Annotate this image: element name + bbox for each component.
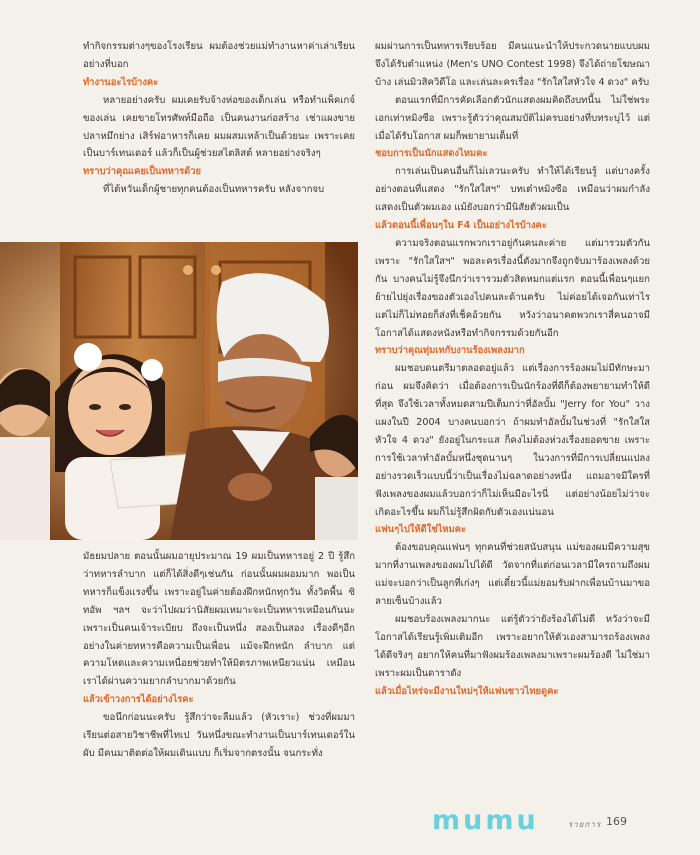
paragraph: มัธยมปลาย ตอนนั้นผมอายุประมาณ 19 ผมเป็นทหารอยู่ 2 ปี รู้สึกว่าทหารลำบาก แต่ก็ได้สิ่งดีๆเช่นกัน ก่อนนั้นผมผอมมาก พอเป็นทหารก็แข็งแรงขึ้น เพราะอยู่ในค่ายต้องฝึกหนักทุกวัน ทั้งวิดพื้น ซิทอัพ ฯลฯ จะว่าไปผมว่านิสัยผมเหมาะจะเป็นทหารเหมือนกันนะ เพราะเป็นคนเจ้าระเบียบ ถึงจะเป็นหนึ่ง สองเป็นสอง เรื่องดีๆอีกอย่างในค่ายทหารคือความเป็นเพื่อน แม้จะฝึกหนัก ลำบาก แต่ความโหดและความเหนื่อยช่วยทำให้มิตรภาพเหนียวแน่น เหมือนเราได้ผ่านความยากลำบากมาด้วยกัน [83, 551, 355, 688]
paragraph: ตอนแรกที่มีการคัดเลือกตัวนักแสดงผมคิดถึงบทนี้น ไม่ใช่พระเอกเท่าหมิงซือ เพราะรู้ตัวว่าคุณสมบัติไม่ครบอย่างที่บทระบุไว้ แต่เมื่อได้รับโอกาส ผมก็พยายามเต็มที่ [375, 94, 650, 142]
question-heading: ชอบการเป็นนักแสดงไหมคะ [375, 148, 488, 160]
interview-photo [0, 242, 358, 540]
paragraph: การเล่นเป็นคนอื่นก็ไม่เลวนะครับ ทำให้ได้เรียนรู้ แต่บางครั้งอย่างตอนที่แสดง "รักใสใสฯ" บทเต๋าหมิงซือ เหมือนว่าผมกำลังแสดงเป็นตัวผมเอง แม้ยังบอกว่ามีนิสัยตัวผมเป็น [375, 166, 650, 214]
question-heading: ทราบว่าคุณเคยเป็นทหารด้วย [83, 166, 201, 178]
question-heading: แล้วตอนนี้เพื่อนๆใน F4 เป็นอย่างไรบ้างคะ [375, 220, 547, 232]
question-heading: ทราบว่าคุณทุ่มเทกับงานร้องเพลงมาก [375, 345, 525, 357]
right-column [375, 38, 650, 701]
paragraph: ทำกิจกรรมต่างๆของโรงเรียน ผมต้องช่วยแม่ทำงานหาค่าเล่าเรียนอย่างที่บอก [83, 41, 355, 70]
paragraph: ต้องขอบคุณแฟนๆ ทุกคนที่ช่วยสนับสนุน แม่ของผมมีความสุขมากที่งานเพลงของผมไปได้ดี วัดจากที่แต่ก่อนเวลามีใครถามถึงผม แม่จะบอกว่าเป็นลูกที่เก่งๆ แต่เดี๋ยวนี้แม่ยอมรับฝากเพื่อนบ้านมาขอลายเซ็นบ้างแล้ว [375, 542, 650, 608]
paragraph: ผมชอบดนตรีมาตลอดอยู่แล้ว แต่เรื่องการร้องผมไม่มีทักษะมาก่อน ผมจึงคิดว่า เมื่อต้องการเป็นนักร้องที่ดีก็ต้องพยายามทำให้ดีที่สุด จึงใช้เวลาทั้งหมดสามปีเต็มกว่าที่อัลบั้ม "Jerry for You" วางแผงในปี 2004 บางคนบอกว่า ถ้าผมทำอัลบั้มในช่วงที่ "รักใสใสหัวใจ 4 ดวง" ยังอยู่ในกระแส ก็คงไม่ต้องห่วงเรื่องยอดขาย เพราะการใช้เวลาทำอัลบั้มหนึ่งชุดนานๆ ในวงการที่มีการเปลี่ยนแปลงอย่างรวดเร็วแบบนี้ว่าเป็นเรื่องไม่ฉลาดอย่างหนึ่ง แถมอาจมีใครที่ฟังเพลงของผมแล้วบอกว่าก็ไม่เห็นมีอะไรนี่ แต่อย่างน้อยไม่ว่าจะเกิดอะไรขึ้น ผมก็ไม่รู้สึกผิดกับตัวเองแน่นอน [375, 363, 650, 518]
magazine-logo: mumu [432, 805, 539, 836]
paragraph: ความจริงตอนแรกพวกเราอยู่กันคนละค่าย แต่มารวมตัวกันเพราะ "รักใสใสฯ" พอละครเรื่องนี้ดังมากจึงถูกจับมาร้องเพลงด้วยกัน บางคนไม่รู้จึงนึกว่าเรารวมตัวสิดหมกแต่แรก ตอนนี้เพื่อนๆแยกย้ายไปยุ่งเรื่องของตัวเองไปคนละด้านครับ ไม่ค่อยได้เจอกันเท่าไร แต่ไม่ก็ไม่ทอยก็ส่งที่เช็คอ้วยกัน หวังว่าอนาคตพวกเราสี่คนอาจมีโอกาสได้แสดงหนังหรือทำกิจกรรมด้วยกันอีก [375, 237, 650, 339]
left-column-bottom [83, 548, 355, 763]
paragraph: ขอนึกก่อนนะครับ รู้สึกว่าจะลืมแล้ว (หัวเราะ) ช่วงที่ผมมาเรียนต่อสายวิชาชีพที่ไทเป วันหนึ่งขณะทำงานเป็นบาร์เทนเดอร์ในผับ มีคนมาติดต่อให้ผมเดินแบบ ก็เริ่มจากตรงนั้น จนกระทั่ง [83, 712, 355, 759]
page-number: 169 [606, 815, 627, 828]
left-column-top [83, 38, 355, 199]
question-heading: แล้วเมื่อไหร่จะมีงานใหม่ๆให้แฟนชาวไทยดูคะ [375, 685, 559, 697]
question-heading: แล้วเข้าวงการได้อย่างไรคะ [83, 694, 194, 706]
question-heading: แฟนๆไปให้ดีใช่ไหมคะ [375, 524, 466, 536]
question-heading: ทำงานอะไรบ้างคะ [83, 76, 159, 88]
section-label: รายการ [568, 820, 602, 829]
paragraph: ผมชอบร้องเพลงมากนะ แต่รู้ตัวว่ายังร้องได้ไม่ดี หวังว่าจะมีโอกาสได้เรียนรู้เพิ่มเติมอีก เพราะอยากให้ตัวเองสามารถร้องเพลงได้ดีจริงๆ อยากให้คนที่มาฟังผมร้องเพลงมาเพราะผมร้องดี ไม่ใช่มาเพราะผมเป็นดาราดัง [375, 614, 650, 679]
paragraph: ที่ไต้หวันเด็กผู้ชายทุกคนต้องเป็นทหารครับ หลังจากจบ [103, 184, 325, 196]
paragraph: ผมผ่านการเป็นทหารเรียบร้อย มีคนแนะนำให้ประกวดนายแบบผมจึงได้รับตำแหน่ง (Men's UNO Contest 1998) จึงได้ถ่ายโฆษณาบ้าง เล่นมิวสิควิดีโอ และเล่นละครเรื่อง "รักใสใสหัวใจ 4 ดวง" ครับ [375, 41, 650, 88]
paragraph: หลายอย่างครับ ผมเคยรับจ้างห่อของเด็กเล่น หรือทำแพ็คเกจ์ของเล่น เคยขายโทรศัพท์มือถือ เป็นคนงานก่อสร้าง เช่าแผงขายปลาหมึกย่าง เสิร์ฟอาหารก็เคย ผมผสมเหล้าเป็นด้วยนะ เพราะเคยเป็นบาร์เทนเดอร์ แล้วก็เป็นผู้ช่วยสไตลิสต์ หลายอย่างจริงๆ [83, 94, 355, 160]
